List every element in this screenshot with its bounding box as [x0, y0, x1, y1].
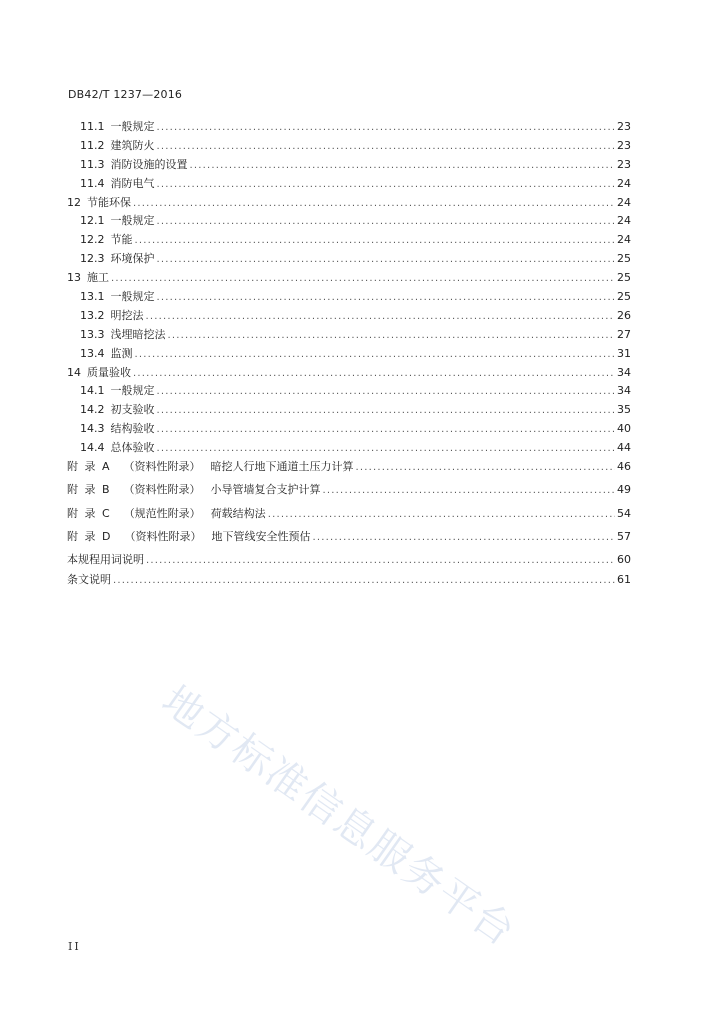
toc-entry-number: 12.3	[80, 252, 105, 266]
toc-entry-number: 14.3	[80, 422, 105, 436]
toc-entry-11-4[interactable]	[67, 175, 631, 194]
toc-entry-number: 14.1	[80, 384, 105, 398]
toc-clause-explanation[interactable]	[67, 571, 631, 591]
toc-entry-title: 消防电气	[110, 176, 155, 190]
dot-leader	[157, 424, 616, 435]
dot-leader	[135, 235, 616, 246]
toc-entry-page: 31	[617, 346, 631, 360]
toc-entry-number: 14.4	[80, 441, 105, 455]
toc-entry-title: 一般规定	[110, 120, 155, 133]
toc-entry-number: 11.2	[80, 138, 105, 152]
toc-entry-title: 消防设施的设置	[110, 157, 188, 171]
toc-entry-13-2[interactable]	[67, 307, 631, 326]
toc-entry-page: 24	[617, 214, 631, 228]
toc-entry-page: 57	[617, 529, 631, 543]
toc-entry-number: 12	[67, 195, 81, 209]
toc-entry-page: 23	[617, 138, 631, 152]
toc-entry-page: 23	[617, 120, 631, 133]
toc-entry-14-3[interactable]	[67, 420, 631, 439]
dot-leader	[157, 254, 616, 265]
toc-entry-page: 46	[617, 460, 631, 474]
toc-appendix-b[interactable]	[67, 481, 631, 504]
toc-entry-11-1[interactable]	[67, 118, 631, 137]
toc-entry-13-4[interactable]	[67, 345, 631, 364]
toc-entry-page: 35	[617, 403, 631, 417]
appendix-type: （资料性附录）	[123, 460, 201, 474]
toc-entry-title: 节能环保	[87, 195, 131, 209]
toc-entry-title: 总体验收	[110, 441, 155, 455]
toc-entry-11-3[interactable]	[67, 156, 631, 175]
dot-leader	[157, 292, 616, 303]
toc-entry-number: 14.2	[80, 403, 105, 417]
toc-entry-number: 12.2	[80, 233, 105, 247]
dot-leader	[133, 368, 615, 379]
toc-entry-page: 25	[617, 290, 631, 304]
toc-entry-14-2[interactable]	[67, 401, 631, 420]
dot-leader	[190, 160, 616, 171]
toc-entry-title: 监测	[110, 346, 133, 360]
dot-leader	[133, 198, 615, 209]
toc-entry-title: 初支验收	[110, 403, 155, 417]
toc-entry-title: 一般规定	[110, 290, 155, 304]
toc-entry-12[interactable]	[67, 194, 631, 213]
appendix-type: （规范性附录）	[123, 506, 201, 520]
dot-leader	[157, 443, 616, 454]
toc-entry-12-3[interactable]	[67, 250, 631, 269]
toc-entry-page: 44	[617, 441, 631, 455]
dot-leader	[312, 532, 615, 543]
dot-leader	[135, 349, 616, 360]
appendix-title: 荷载结构法	[210, 506, 266, 520]
toc-entry-14-4[interactable]	[67, 439, 631, 458]
appendix-type: （资料性附录）	[123, 483, 201, 497]
toc-entry-title: 环境保护	[110, 252, 155, 266]
dot-leader	[157, 141, 616, 152]
toc-entry-title: 一般规定	[110, 214, 155, 228]
toc-entry-page: 23	[617, 157, 631, 171]
toc-entry-title: 一般规定	[110, 384, 155, 398]
toc-entry-title: 施工	[87, 271, 109, 285]
dot-leader	[157, 179, 616, 190]
toc-entry-13[interactable]	[67, 269, 631, 288]
toc-entry-page: 34	[617, 365, 631, 379]
appendix-number: 附 录 D	[67, 529, 111, 543]
dot-leader	[146, 311, 616, 322]
toc-entry-number: 11.3	[80, 157, 105, 171]
dot-leader	[323, 485, 615, 496]
toc-usage-notes[interactable]	[67, 551, 631, 571]
toc-entry-number: 11.1	[80, 120, 105, 133]
table-of-contents	[67, 118, 631, 591]
watermark: 地方标准信息服务平台	[153, 677, 524, 956]
toc-entry-title: 浅埋暗挖法	[110, 327, 166, 341]
toc-entry-12-1[interactable]	[67, 212, 631, 231]
toc-appendix-c[interactable]	[67, 505, 631, 528]
appendix-title: 暗挖人行地下通道土压力计算	[210, 460, 354, 474]
toc-entry-title: 条文说明	[67, 573, 111, 587]
dot-leader	[157, 122, 616, 133]
toc-entry-12-2[interactable]	[67, 231, 631, 250]
appendix-type: （资料性附录）	[124, 529, 202, 543]
toc-entry-14-1[interactable]	[67, 382, 631, 401]
dot-leader	[157, 216, 616, 227]
toc-entry-number: 13.1	[80, 290, 105, 304]
toc-entry-number: 13.4	[80, 346, 105, 360]
toc-entry-page: 26	[617, 308, 631, 322]
toc-entry-number: 12.1	[80, 214, 105, 228]
toc-entry-page: 24	[617, 233, 631, 247]
dot-leader	[157, 386, 616, 397]
toc-entry-11-2[interactable]	[67, 137, 631, 156]
appendix-number: 附 录 C	[67, 506, 110, 520]
toc-entry-title: 质量验收	[87, 365, 131, 379]
toc-entry-page: 60	[617, 553, 631, 567]
toc-entry-page: 40	[617, 422, 631, 436]
appendix-number: 附 录 A	[67, 460, 110, 474]
toc-appendix-d[interactable]	[67, 528, 631, 551]
toc-entry-13-1[interactable]	[67, 288, 631, 307]
toc-appendix-a[interactable]	[67, 458, 631, 481]
toc-entry-page: 54	[617, 506, 631, 520]
toc-entry-page: 27	[617, 327, 631, 341]
toc-entry-page: 61	[617, 573, 631, 587]
toc-entry-number: 11.4	[80, 176, 105, 190]
toc-entry-page: 24	[617, 195, 631, 209]
dot-leader	[111, 273, 615, 284]
toc-entry-title: 建筑防火	[110, 138, 155, 152]
dot-leader	[113, 575, 615, 586]
toc-entry-page: 25	[617, 271, 631, 285]
dot-leader	[157, 405, 616, 416]
toc-entry-number: 13	[67, 271, 81, 285]
dot-leader	[268, 509, 615, 520]
toc-entry-title: 结构验收	[110, 422, 155, 436]
page-number: II	[68, 940, 81, 953]
toc-entry-14[interactable]	[67, 364, 631, 383]
toc-entry-13-3[interactable]	[67, 326, 631, 345]
document-code: DB42/T 1237—2016	[68, 88, 183, 101]
toc-entry-title: 本规程用词说明	[67, 553, 144, 567]
toc-entry-page: 24	[617, 176, 631, 190]
toc-entry-number: 14	[67, 365, 81, 379]
dot-leader	[168, 330, 616, 341]
toc-entry-title: 节能	[110, 233, 133, 247]
appendix-number: 附 录 B	[67, 483, 110, 497]
dot-leader	[146, 555, 615, 566]
appendix-title: 地下管线安全性预估	[211, 529, 311, 543]
toc-entry-page: 25	[617, 252, 631, 266]
toc-entry-title: 明挖法	[110, 308, 144, 322]
appendix-title: 小导管墙复合支护计算	[210, 483, 321, 497]
toc-entry-page: 49	[617, 483, 631, 497]
toc-entry-number: 13.2	[80, 308, 105, 322]
toc-entry-number: 13.3	[80, 327, 105, 341]
dot-leader	[356, 462, 615, 473]
toc-entry-page: 34	[617, 384, 631, 398]
